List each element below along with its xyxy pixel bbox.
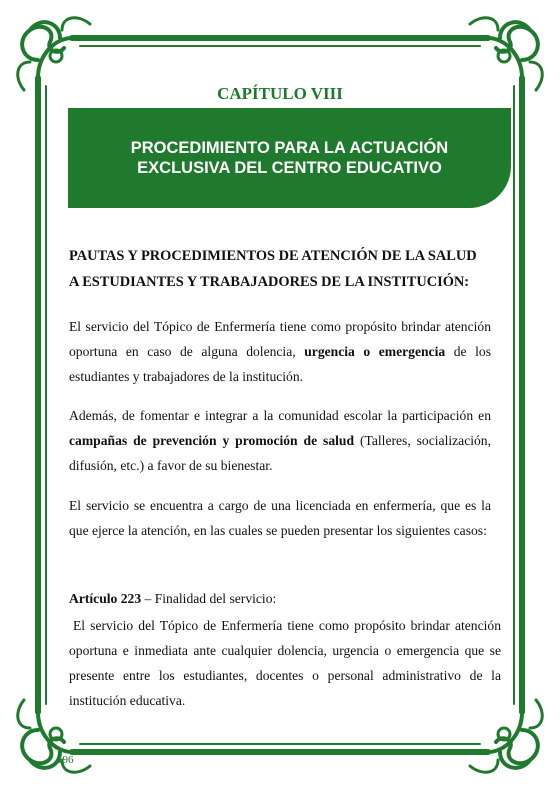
chapter-title: CAPÍTULO VIII: [217, 84, 343, 103]
article-label: Artículo 223: [69, 591, 142, 606]
paragraph-2-text-a: Además, de fomentar e integrar a la comunidad escolar la participación en: [69, 408, 491, 423]
heading-line-2: A ESTUDIANTES Y TRABAJADORES DE LA INSTITUCIÓN:: [69, 274, 470, 290]
section-heading: [69, 243, 491, 295]
banner-line-2: EXCLUSIVA DEL CENTRO EDUCATIVO: [137, 159, 442, 177]
article-header: [69, 587, 491, 610]
paragraph-3: El servicio se encuentra a cargo de una licenciada en enfermería, que es la que ejerce la atención, en las cuales se pueden presentar los siguientes casos:: [69, 498, 491, 538]
paragraph-1-text-b: de los estudiantes y trabajadores de la institución.: [69, 344, 491, 384]
heading-line-1: PAUTAS Y PROCEDIMIENTOS DE ATENCIÓN DE LA SALUD: [69, 248, 477, 264]
article-body-text: El servicio del Tópico de Enfermería tiene como propósito brindar atención oportuna e inmediata ante cualquier dolencia, urgencia o emergencia que se presente entre los estudiantes, docentes o personal administrativo de la institución educativa.: [69, 618, 501, 708]
paragraph-2: [69, 403, 491, 478]
paragraph-2-text-b: (Talleres, socialización, difusión, etc.) a favor de su bienestar.: [69, 433, 491, 473]
article-body: [69, 613, 501, 713]
page-number: 196: [57, 754, 74, 766]
banner-line-1: PROCEDIMIENTO PARA LA ACTUACIÓN: [130, 139, 449, 157]
paragraph-1-bold: urgencia o emergencia: [304, 344, 446, 359]
section-banner: [68, 108, 511, 208]
paragraph-1: [69, 314, 491, 389]
paragraph-1-text-a: El servicio del Tópico de Enfermería tiene como propósito brindar atención oportuna en caso de alguna dolencia,: [69, 319, 491, 359]
paragraph-2-bold: campañas de prevención y promoción de salud: [69, 433, 355, 448]
article-title: – Finalidad del servicio:: [141, 591, 277, 606]
